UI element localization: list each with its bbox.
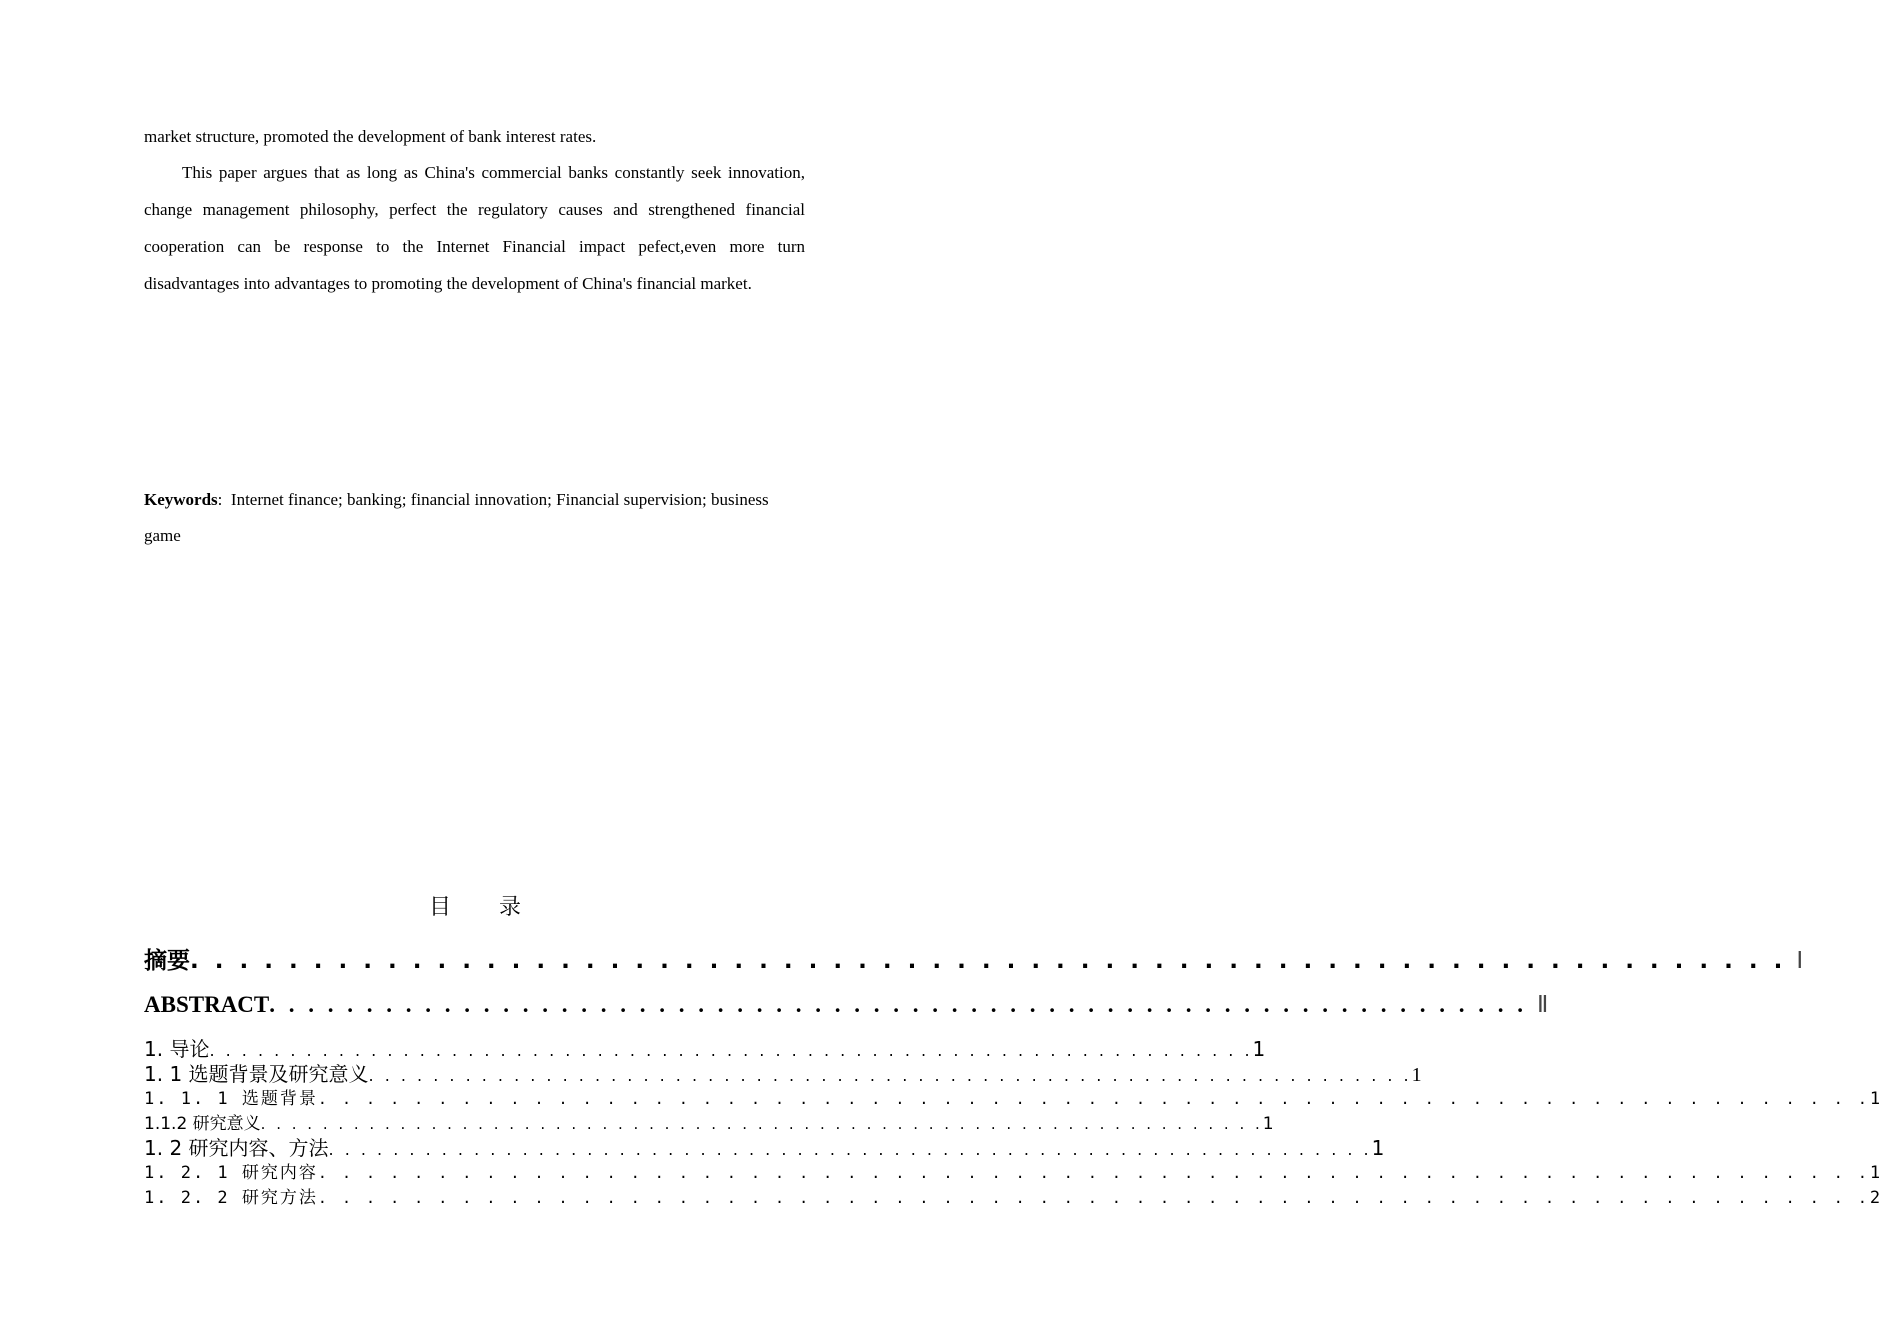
toc-entry-abstract-cn[interactable] [144,942,1804,975]
toc-leader: . . . . . . . . . . . . . . . . . . . . . . . . . . . . . . . . . . . . . . . . . . . . . . . . . . . . . . . . . . . . . . . . . [209,1041,1253,1060]
toc-title-char-2: 录 [499,895,522,920]
toc-leader: . . . . . . . . . . . . . . . . . . . . . . . . . . . . . . . . . . . . . . . . . . . . . . . . . . . . . . . . . . . . . . . . . [317,1189,1870,1207]
toc-entry-label: 1. 2 研究内容、方法 [144,1136,329,1160]
toc-entry-label: 1. 导论 [144,1037,210,1061]
toc-entry-label: 1. 2. 1 研究内容 [144,1163,318,1183]
keywords-terms: Internet finance; banking; financial innovation; Financial supervision; business game [144,490,769,545]
keywords-separator: : [217,490,223,509]
toc-entry-1-2-2[interactable] [144,1183,1882,1208]
toc-leader: . . . . . . . . . . . . . . . . . . . . . . . . . . . . . . . . . . . . . . . . . . . . . . . . . . . . . . . . . . . . . . . . . [328,1140,1372,1159]
toc-entry-label: ABSTRACT [144,992,270,1017]
toc-page-number: 1 [1869,1089,1882,1109]
toc-page-number: 2 [1869,1188,1882,1208]
keywords-label: Keywords [144,490,218,509]
toc-page-number: Ⅰ [1796,948,1804,973]
toc-title [0,890,950,921]
keywords-line [144,482,805,554]
toc-entry-label: 1. 1. 1 选题背景 [144,1089,318,1109]
toc-entry-label: 1. 2. 2 研究方法 [144,1188,318,1208]
toc-leader: . . . . . . . . . . . . . . . . . . . . . . . . . . . . . . . . . . . . . . . . . . . . . . . . . . . . . . . . . . . . . . . . . [317,1090,1870,1108]
toc-page-number: Ⅱ [1537,992,1549,1017]
toc-page-number: 1 [1869,1163,1882,1183]
toc-entry-label: 摘要 [144,948,190,974]
toc-page-number: 1 [1262,1114,1274,1134]
toc-entry-1-1[interactable] [144,1058,1422,1087]
toc-leader: . . . . . . . . . . . . . . . . . . . . . . . . . . . . . . . . . . . . . . . . . . . . . . . . . . . . . . . . . . . . . . . . . [368,1066,1412,1085]
toc-page-number: 1 [1411,1064,1422,1086]
toc-title-char-1: 目 [428,895,451,920]
toc-leader: . . . . . . . . . . . . . . . . . . . . . . . . . . . . . . . . . . . . . . . . . . . . . . . . . . . . . . . . . . . . . . . . . [190,948,1787,974]
toc-entry-1-2-1[interactable] [144,1158,1882,1183]
toc-entry-1-1-2[interactable] [144,1109,1274,1134]
toc-entry-label: 1. 1 选题背景及研究意义 [144,1062,369,1086]
toc-entry-1-2[interactable] [144,1132,1385,1161]
toc-leader: . . . . . . . . . . . . . . . . . . . . . . . . . . . . . . . . . . . . . . . . . . . . . . . . . . . . . . . . . . . . . . . . . [260,1115,1263,1133]
toc-leader: . . . . . . . . . . . . . . . . . . . . . . . . . . . . . . . . . . . . . . . . . . . . . . . . . . . . . . . . . . . . . . . . . [269,992,1528,1017]
toc-entry-1-1-1[interactable] [144,1084,1882,1109]
toc-entry-label: 1.1.2 研究意义 [144,1114,261,1134]
abstract-paragraph-end: market structure, promoted the development of bank interest rates. [144,127,597,146]
toc-entry-abstract-en[interactable] [144,992,1549,1018]
toc-page-number: 1 [1371,1136,1385,1160]
toc-leader: . . . . . . . . . . . . . . . . . . . . . . . . . . . . . . . . . . . . . . . . . . . . . . . . . . . . . . . . . . . . . . . . . [317,1164,1870,1182]
toc-page-number: 1 [1252,1037,1266,1061]
abstract-paragraph: This paper argues that as long as China's commercial banks constantly seek innovation, change management philosophy, perfect the regulatory causes and strengthened financial cooperation can be response to the Internet Financial impact pefect,even more turn disadvantages into advantages to promoting the development of China's financial market. [144,163,805,293]
